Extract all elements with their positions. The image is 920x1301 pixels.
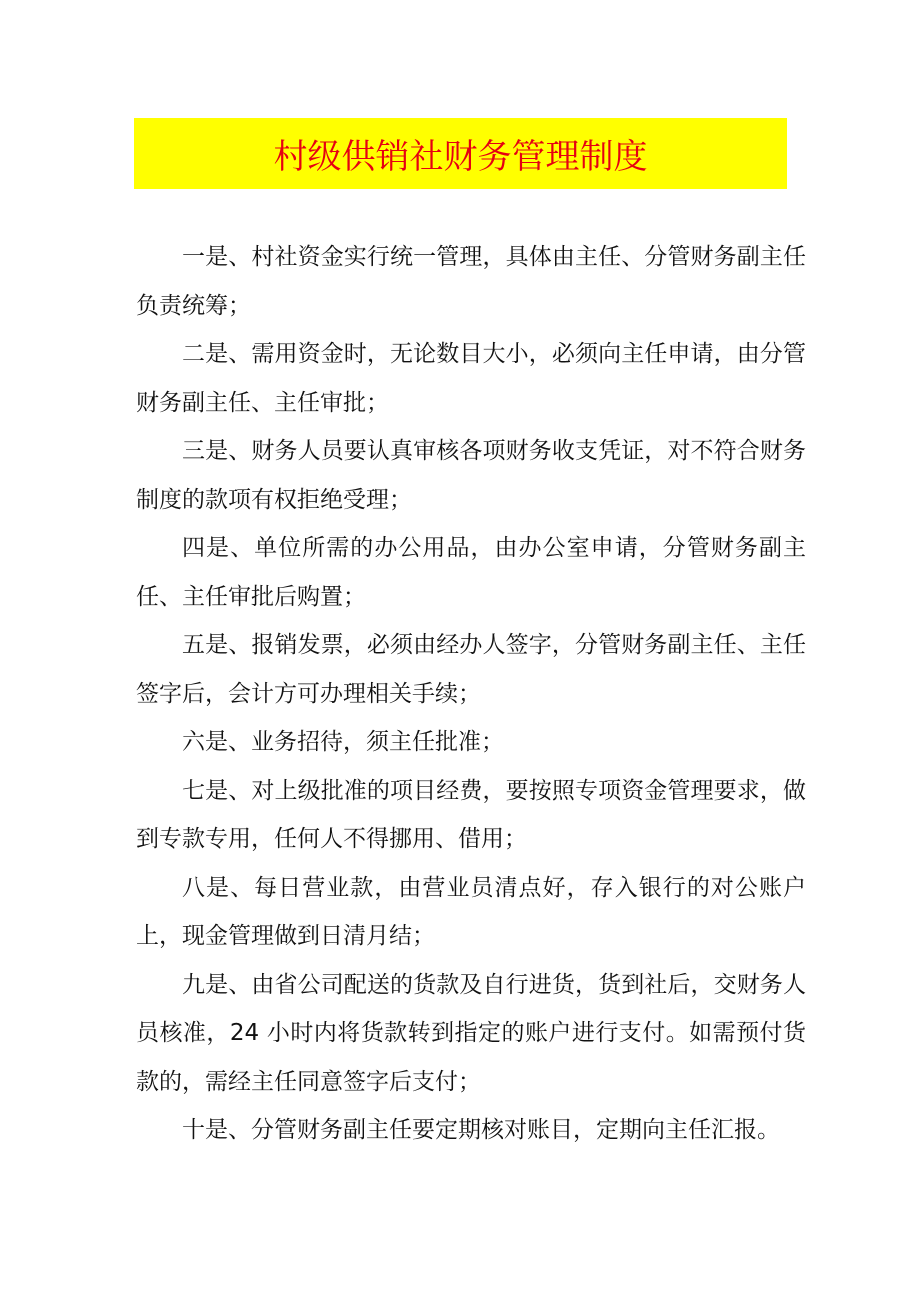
document-body <box>136 233 806 1155</box>
paragraph-7: 七是、对上级批准的项目经费，要按照专项资金管理要求，做到专款专用，任何人不得挪用、借用； <box>136 777 806 852</box>
paragraph-3: 三是、财务人员要认真审核各项财务收支凭证，对不符合财务制度的款项有权拒绝受理； <box>136 438 806 513</box>
title-banner <box>134 118 787 189</box>
paragraph-2: 二是、需用资金时，无论数目大小，必须向主任申请，由分管财务副主任、主任审批； <box>136 341 806 416</box>
paragraph-10: 十是、分管财务副主任要定期核对账目，定期向主任汇报。 <box>182 1117 780 1143</box>
paragraph-6: 六是、业务招待，须主任批准； <box>182 729 504 755</box>
paragraph-8: 八是、每日营业款，由营业员清点好，存入银行的对公账户上，现金管理做到日清月结； <box>136 874 806 949</box>
document-title: 村级供销社财务管理制度 <box>273 137 648 177</box>
paragraph-1: 一是、村社资金实行统一管理，具体由主任、分管财务副主任负责统筹； <box>136 244 806 319</box>
paragraph-9: 九是、由省公司配送的货款及自行进货，货到社后，交财务人员核准，24 小时内将货款转到指定的账户进行支付。如需预付货款的，需经主任同意签字后支付； <box>136 971 806 1095</box>
paragraph-5: 五是、报销发票，必须由经办人签字，分管财务副主任、主任签字后，会计方可办理相关手续； <box>136 632 806 707</box>
paragraph-4: 四是、单位所需的办公用品，由办公室申请，分管财务副主任、主任审批后购置； <box>136 535 806 610</box>
